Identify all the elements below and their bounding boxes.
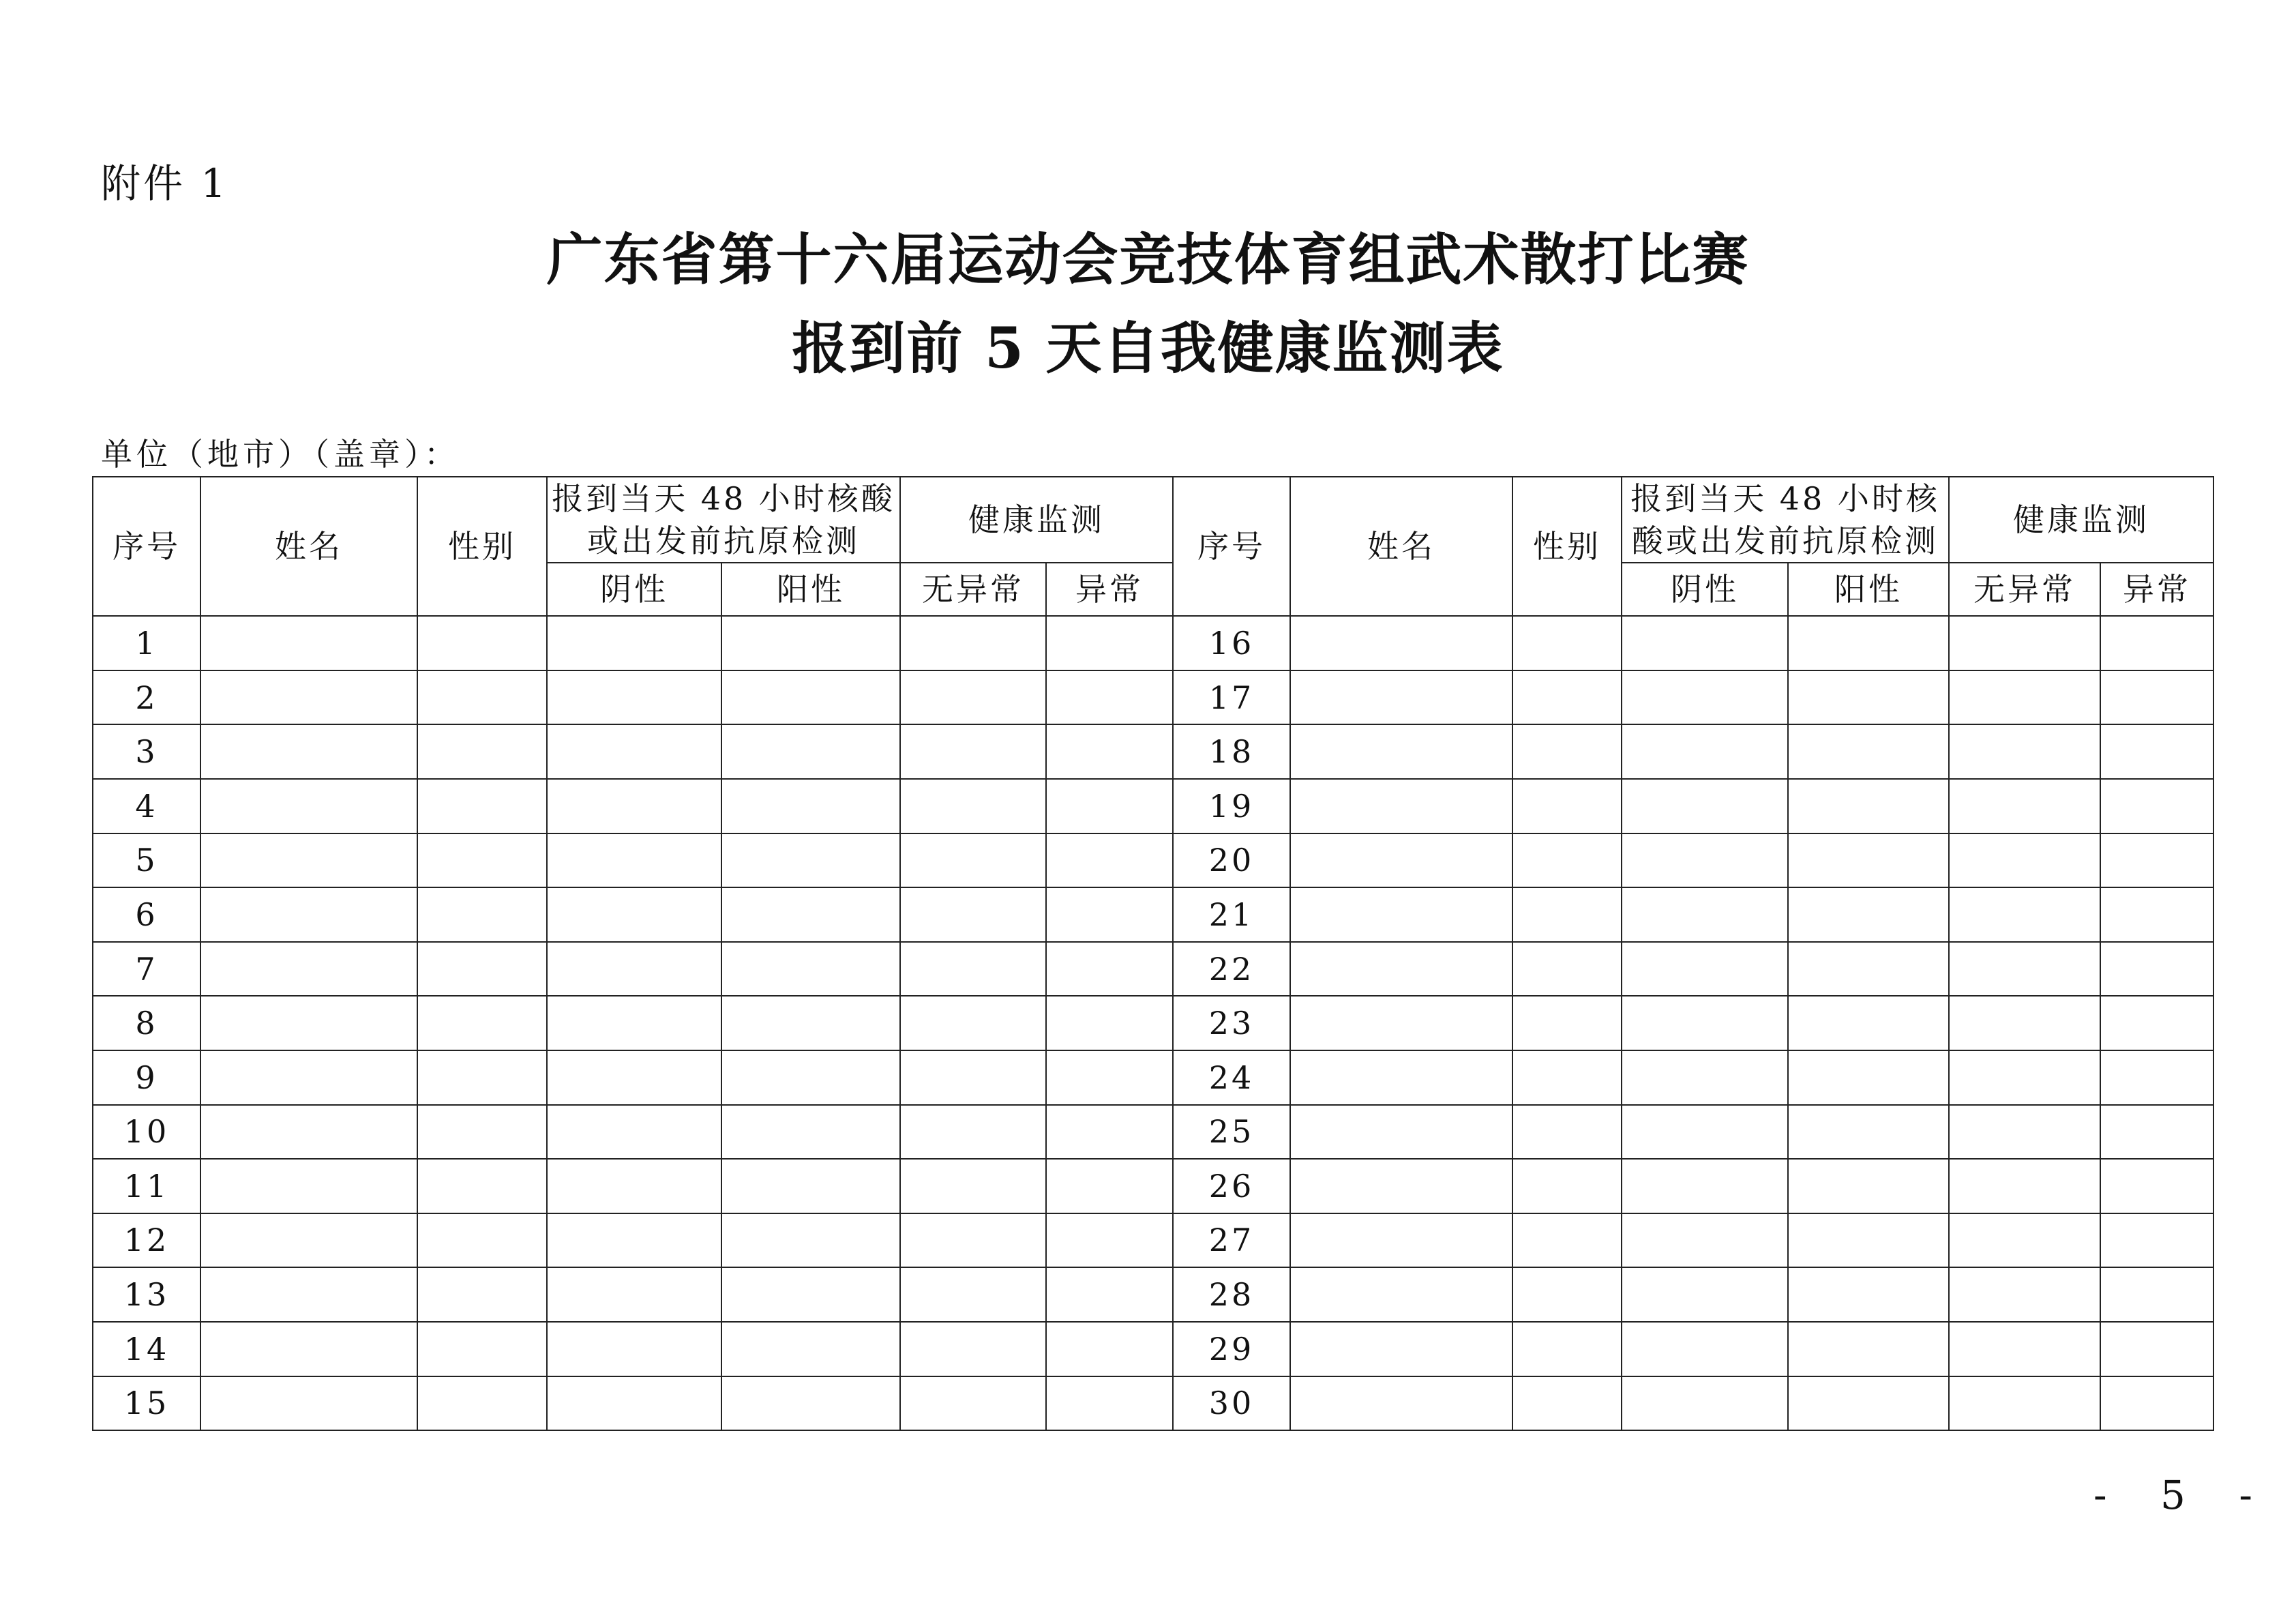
- header-test-line1: 报到当天 48 小时核酸: [552, 480, 895, 517]
- header-positive: 阳性: [721, 563, 900, 616]
- blank-cell[interactable]: [1949, 942, 2100, 996]
- table-row: [93, 1213, 2213, 1268]
- blank-cell[interactable]: [1290, 616, 1512, 670]
- blank-cell[interactable]: [200, 996, 417, 1050]
- blank-cell[interactable]: [721, 779, 900, 833]
- unit-label: 单位（地市）（盖章）：: [101, 436, 460, 473]
- blank-cell[interactable]: [1949, 1267, 2100, 1322]
- blank-cell[interactable]: [721, 670, 900, 725]
- blank-cell[interactable]: [547, 670, 721, 725]
- blank-cell[interactable]: [547, 1267, 721, 1322]
- row-number-right: 25: [1173, 1105, 1290, 1160]
- row-number: 12: [93, 1213, 200, 1268]
- blank-cell[interactable]: [200, 1159, 417, 1213]
- blank-cell[interactable]: [200, 1322, 417, 1376]
- blank-cell[interactable]: [1949, 724, 2100, 779]
- blank-cell[interactable]: [200, 779, 417, 833]
- blank-cell[interactable]: [1622, 1376, 1788, 1431]
- blank-cell[interactable]: [2100, 1105, 2213, 1160]
- blank-cell[interactable]: [1788, 1376, 1949, 1431]
- row-number-right: 23: [1173, 996, 1290, 1050]
- header-gender: 性别: [417, 477, 547, 616]
- blank-cell[interactable]: [1512, 670, 1622, 725]
- blank-cell[interactable]: [1512, 1267, 1622, 1322]
- blank-cell[interactable]: [1512, 887, 1622, 942]
- header-negative-right: 阴性: [1622, 563, 1788, 616]
- blank-cell[interactable]: [1290, 1105, 1512, 1160]
- blank-cell[interactable]: [1788, 1105, 1949, 1160]
- blank-cell[interactable]: [1622, 1105, 1788, 1160]
- blank-cell[interactable]: [2100, 1159, 2213, 1213]
- blank-cell[interactable]: [200, 724, 417, 779]
- header-test-right-line1: 报到当天 48 小时核: [1630, 480, 1940, 517]
- blank-cell[interactable]: [2100, 616, 2213, 670]
- blank-cell[interactable]: [1290, 1322, 1512, 1376]
- table-row: [93, 996, 2213, 1050]
- blank-cell[interactable]: [2100, 1213, 2213, 1268]
- blank-cell[interactable]: [200, 670, 417, 725]
- blank-cell[interactable]: [1788, 1159, 1949, 1213]
- blank-cell[interactable]: [417, 1322, 547, 1376]
- row-number-right: 27: [1173, 1213, 1290, 1268]
- blank-cell[interactable]: [1046, 996, 1173, 1050]
- blank-cell[interactable]: [900, 1050, 1046, 1105]
- blank-cell[interactable]: [1622, 942, 1788, 996]
- blank-cell[interactable]: [1949, 1105, 2100, 1160]
- blank-cell[interactable]: [1046, 833, 1173, 888]
- row-number: 3: [93, 724, 200, 779]
- blank-cell[interactable]: [1290, 833, 1512, 888]
- blank-cell[interactable]: [200, 1105, 417, 1160]
- page-number: - 5 -: [2093, 1472, 2273, 1518]
- blank-cell[interactable]: [721, 1105, 900, 1160]
- blank-cell[interactable]: [1046, 887, 1173, 942]
- table-row: [93, 1376, 2213, 1431]
- blank-cell[interactable]: [2100, 942, 2213, 996]
- blank-cell[interactable]: [1788, 616, 1949, 670]
- blank-cell[interactable]: [1290, 1376, 1512, 1431]
- blank-cell[interactable]: [1046, 1050, 1173, 1105]
- blank-cell[interactable]: [1512, 724, 1622, 779]
- blank-cell[interactable]: [200, 1376, 417, 1431]
- blank-cell[interactable]: [1046, 1159, 1173, 1213]
- header-abnormal-right: 异常: [2100, 563, 2213, 616]
- blank-cell[interactable]: [1290, 942, 1512, 996]
- table-row: [93, 616, 2213, 670]
- blank-cell[interactable]: [1622, 833, 1788, 888]
- blank-cell[interactable]: [417, 724, 547, 779]
- blank-cell[interactable]: [721, 616, 900, 670]
- blank-cell[interactable]: [1622, 1267, 1788, 1322]
- blank-cell[interactable]: [417, 1105, 547, 1160]
- blank-cell[interactable]: [721, 1376, 900, 1431]
- blank-cell[interactable]: [200, 1213, 417, 1268]
- header-row-1: [93, 477, 2213, 563]
- blank-cell[interactable]: [1622, 1050, 1788, 1105]
- blank-cell[interactable]: [900, 996, 1046, 1050]
- blank-cell[interactable]: [547, 1159, 721, 1213]
- blank-cell[interactable]: [1290, 996, 1512, 1050]
- blank-cell[interactable]: [1046, 616, 1173, 670]
- blank-cell[interactable]: [200, 887, 417, 942]
- blank-cell[interactable]: [1512, 1322, 1622, 1376]
- blank-cell[interactable]: [721, 1267, 900, 1322]
- blank-cell[interactable]: [1622, 1322, 1788, 1376]
- blank-cell[interactable]: [2100, 1050, 2213, 1105]
- blank-cell[interactable]: [2100, 670, 2213, 725]
- blank-cell[interactable]: [900, 1376, 1046, 1431]
- blank-cell[interactable]: [1512, 1050, 1622, 1105]
- header-test-right: [1622, 477, 1949, 563]
- row-number-right: 21: [1173, 887, 1290, 942]
- blank-cell[interactable]: [721, 942, 900, 996]
- blank-cell[interactable]: [2100, 1322, 2213, 1376]
- blank-cell[interactable]: [547, 942, 721, 996]
- blank-cell[interactable]: [547, 616, 721, 670]
- blank-cell[interactable]: [1788, 996, 1949, 1050]
- blank-cell[interactable]: [1949, 1159, 2100, 1213]
- blank-cell[interactable]: [721, 1050, 900, 1105]
- header-seq: 序号: [93, 477, 200, 616]
- blank-cell[interactable]: [721, 724, 900, 779]
- blank-cell[interactable]: [1788, 670, 1949, 725]
- blank-cell[interactable]: [2100, 1267, 2213, 1322]
- blank-cell[interactable]: [1046, 670, 1173, 725]
- header-abnormal: 异常: [1046, 563, 1173, 616]
- blank-cell[interactable]: [200, 1267, 417, 1322]
- blank-cell[interactable]: [900, 1159, 1046, 1213]
- blank-cell[interactable]: [1949, 1213, 2100, 1268]
- blank-cell[interactable]: [547, 1105, 721, 1160]
- blank-cell[interactable]: [1622, 670, 1788, 725]
- row-number: 9: [93, 1050, 200, 1105]
- page-subtitle: 报到前 5 天自我健康监测表: [792, 316, 1504, 381]
- blank-cell[interactable]: [721, 996, 900, 1050]
- table-row: [93, 942, 2213, 996]
- blank-cell[interactable]: [1290, 887, 1512, 942]
- blank-cell[interactable]: [1622, 724, 1788, 779]
- blank-cell[interactable]: [1046, 942, 1173, 996]
- blank-cell[interactable]: [1622, 996, 1788, 1050]
- row-number-right: 19: [1173, 779, 1290, 833]
- blank-cell[interactable]: [200, 616, 417, 670]
- blank-cell[interactable]: [1046, 1322, 1173, 1376]
- blank-cell[interactable]: [2100, 724, 2213, 779]
- blank-cell[interactable]: [1622, 616, 1788, 670]
- blank-cell[interactable]: [1512, 996, 1622, 1050]
- header-gender-right: 性别: [1512, 477, 1622, 616]
- blank-cell[interactable]: [2100, 833, 2213, 888]
- row-number: 14: [93, 1322, 200, 1376]
- blank-cell[interactable]: [900, 1105, 1046, 1160]
- blank-cell[interactable]: [1512, 616, 1622, 670]
- header-normal: 无异常: [900, 563, 1046, 616]
- blank-cell[interactable]: [1290, 779, 1512, 833]
- blank-cell[interactable]: [417, 1376, 547, 1431]
- blank-cell[interactable]: [1290, 1267, 1512, 1322]
- blank-cell[interactable]: [1512, 1376, 1622, 1431]
- table-row: [93, 1267, 2213, 1322]
- blank-cell[interactable]: [547, 887, 721, 942]
- header-test-line2: 或出发前抗原检测: [587, 522, 860, 560]
- blank-cell[interactable]: [1949, 996, 2100, 1050]
- row-number-right: 22: [1173, 942, 1290, 996]
- blank-cell[interactable]: [1046, 1267, 1173, 1322]
- blank-cell[interactable]: [1949, 1050, 2100, 1105]
- blank-cell[interactable]: [417, 616, 547, 670]
- blank-cell[interactable]: [547, 724, 721, 779]
- blank-cell[interactable]: [1788, 833, 1949, 888]
- blank-cell[interactable]: [547, 1050, 721, 1105]
- blank-cell[interactable]: [1949, 779, 2100, 833]
- blank-cell[interactable]: [1622, 779, 1788, 833]
- table-row: [93, 724, 2213, 779]
- blank-cell[interactable]: [1290, 1159, 1512, 1213]
- row-number: 11: [93, 1159, 200, 1213]
- blank-cell[interactable]: [900, 616, 1046, 670]
- blank-cell[interactable]: [1046, 1376, 1173, 1431]
- header-normal-right: 无异常: [1949, 563, 2100, 616]
- blank-cell[interactable]: [1788, 1050, 1949, 1105]
- row-number-right: 17: [1173, 670, 1290, 725]
- row-number: 15: [93, 1376, 200, 1431]
- blank-cell[interactable]: [1046, 724, 1173, 779]
- blank-cell[interactable]: [1512, 779, 1622, 833]
- blank-cell[interactable]: [2100, 887, 2213, 942]
- blank-cell[interactable]: [1788, 887, 1949, 942]
- blank-cell[interactable]: [547, 779, 721, 833]
- blank-cell[interactable]: [900, 670, 1046, 725]
- table-row: [93, 887, 2213, 942]
- table-row: [93, 1050, 2213, 1105]
- table-row: [93, 779, 2213, 833]
- blank-cell[interactable]: [721, 1159, 900, 1213]
- blank-cell[interactable]: [2100, 1376, 2213, 1431]
- blank-cell[interactable]: [1046, 1213, 1173, 1268]
- header-name-right: 姓名: [1290, 477, 1512, 616]
- row-number-right: 16: [1173, 616, 1290, 670]
- blank-cell[interactable]: [417, 1050, 547, 1105]
- blank-cell[interactable]: [200, 942, 417, 996]
- blank-cell[interactable]: [900, 779, 1046, 833]
- blank-cell[interactable]: [1046, 1105, 1173, 1160]
- blank-cell[interactable]: [547, 833, 721, 888]
- blank-cell[interactable]: [1949, 616, 2100, 670]
- row-number: 2: [93, 670, 200, 725]
- blank-cell[interactable]: [1290, 1050, 1512, 1105]
- blank-cell[interactable]: [1046, 779, 1173, 833]
- blank-cell[interactable]: [417, 996, 547, 1050]
- row-number-right: 26: [1173, 1159, 1290, 1213]
- row-number-right: 20: [1173, 833, 1290, 888]
- blank-cell[interactable]: [200, 833, 417, 888]
- table-row: [93, 1105, 2213, 1160]
- blank-cell[interactable]: [1290, 724, 1512, 779]
- table-row: [93, 670, 2213, 725]
- blank-cell[interactable]: [1788, 1322, 1949, 1376]
- blank-cell[interactable]: [1290, 670, 1512, 725]
- blank-cell[interactable]: [547, 1213, 721, 1268]
- row-number-right: 18: [1173, 724, 1290, 779]
- blank-cell[interactable]: [417, 942, 547, 996]
- blank-cell[interactable]: [417, 887, 547, 942]
- blank-cell[interactable]: [1949, 833, 2100, 888]
- blank-cell[interactable]: [721, 1322, 900, 1376]
- header-health: 健康监测: [900, 477, 1173, 563]
- row-number: 10: [93, 1105, 200, 1160]
- blank-cell[interactable]: [417, 833, 547, 888]
- row-number: 6: [93, 887, 200, 942]
- blank-cell[interactable]: [1512, 833, 1622, 888]
- blank-cell[interactable]: [1788, 779, 1949, 833]
- blank-cell[interactable]: [2100, 779, 2213, 833]
- row-number-right: 24: [1173, 1050, 1290, 1105]
- blank-cell[interactable]: [1512, 1105, 1622, 1160]
- table-row: [93, 1322, 2213, 1376]
- blank-cell[interactable]: [900, 724, 1046, 779]
- blank-cell[interactable]: [1622, 887, 1788, 942]
- blank-cell[interactable]: [1512, 942, 1622, 996]
- blank-cell[interactable]: [1788, 1267, 1949, 1322]
- header-test-right-line2: 酸或出发前抗原检测: [1632, 522, 1939, 560]
- blank-cell[interactable]: [1512, 1159, 1622, 1213]
- header-name: 姓名: [200, 477, 417, 616]
- blank-cell[interactable]: [900, 833, 1046, 888]
- health-monitoring-table: [92, 476, 2214, 1431]
- row-number: 13: [93, 1267, 200, 1322]
- attachment-label: 附件 1: [101, 160, 229, 207]
- blank-cell[interactable]: [1949, 1322, 2100, 1376]
- blank-cell[interactable]: [1290, 1213, 1512, 1268]
- blank-cell[interactable]: [1788, 724, 1949, 779]
- header-test: [547, 477, 900, 563]
- table-row: [93, 833, 2213, 888]
- blank-cell[interactable]: [1788, 942, 1949, 996]
- row-number: 8: [93, 996, 200, 1050]
- blank-cell[interactable]: [417, 1267, 547, 1322]
- blank-cell[interactable]: [417, 1213, 547, 1268]
- table-row: [93, 1159, 2213, 1213]
- header-negative: 阴性: [547, 563, 721, 616]
- blank-cell[interactable]: [547, 1322, 721, 1376]
- header-health-right: 健康监测: [1949, 477, 2213, 563]
- blank-cell[interactable]: [1949, 670, 2100, 725]
- blank-cell[interactable]: [900, 1213, 1046, 1268]
- row-number: 5: [93, 833, 200, 888]
- blank-cell[interactable]: [721, 1213, 900, 1268]
- row-number-right: 28: [1173, 1267, 1290, 1322]
- blank-cell[interactable]: [417, 1159, 547, 1213]
- blank-cell[interactable]: [417, 670, 547, 725]
- page-title: 广东省第十六届运动会竞技体育组武术散打比赛: [546, 227, 1750, 293]
- blank-cell[interactable]: [721, 833, 900, 888]
- header-seq-right: 序号: [1173, 477, 1290, 616]
- blank-cell[interactable]: [721, 887, 900, 942]
- row-number-right: 30: [1173, 1376, 1290, 1431]
- blank-cell[interactable]: [1949, 887, 2100, 942]
- blank-cell[interactable]: [1949, 1376, 2100, 1431]
- row-number-right: 29: [1173, 1322, 1290, 1376]
- blank-cell[interactable]: [900, 887, 1046, 942]
- blank-cell[interactable]: [2100, 996, 2213, 1050]
- row-number: 4: [93, 779, 200, 833]
- blank-cell[interactable]: [547, 996, 721, 1050]
- blank-cell[interactable]: [417, 779, 547, 833]
- header-positive-right: 阳性: [1788, 563, 1949, 616]
- blank-cell[interactable]: [1622, 1213, 1788, 1268]
- blank-cell[interactable]: [900, 1267, 1046, 1322]
- blank-cell[interactable]: [900, 1322, 1046, 1376]
- blank-cell[interactable]: [1788, 1213, 1949, 1268]
- row-number: 7: [93, 942, 200, 996]
- blank-cell[interactable]: [200, 1050, 417, 1105]
- row-number: 1: [93, 616, 200, 670]
- blank-cell[interactable]: [1622, 1159, 1788, 1213]
- blank-cell[interactable]: [1512, 1213, 1622, 1268]
- blank-cell[interactable]: [547, 1376, 721, 1431]
- blank-cell[interactable]: [900, 942, 1046, 996]
